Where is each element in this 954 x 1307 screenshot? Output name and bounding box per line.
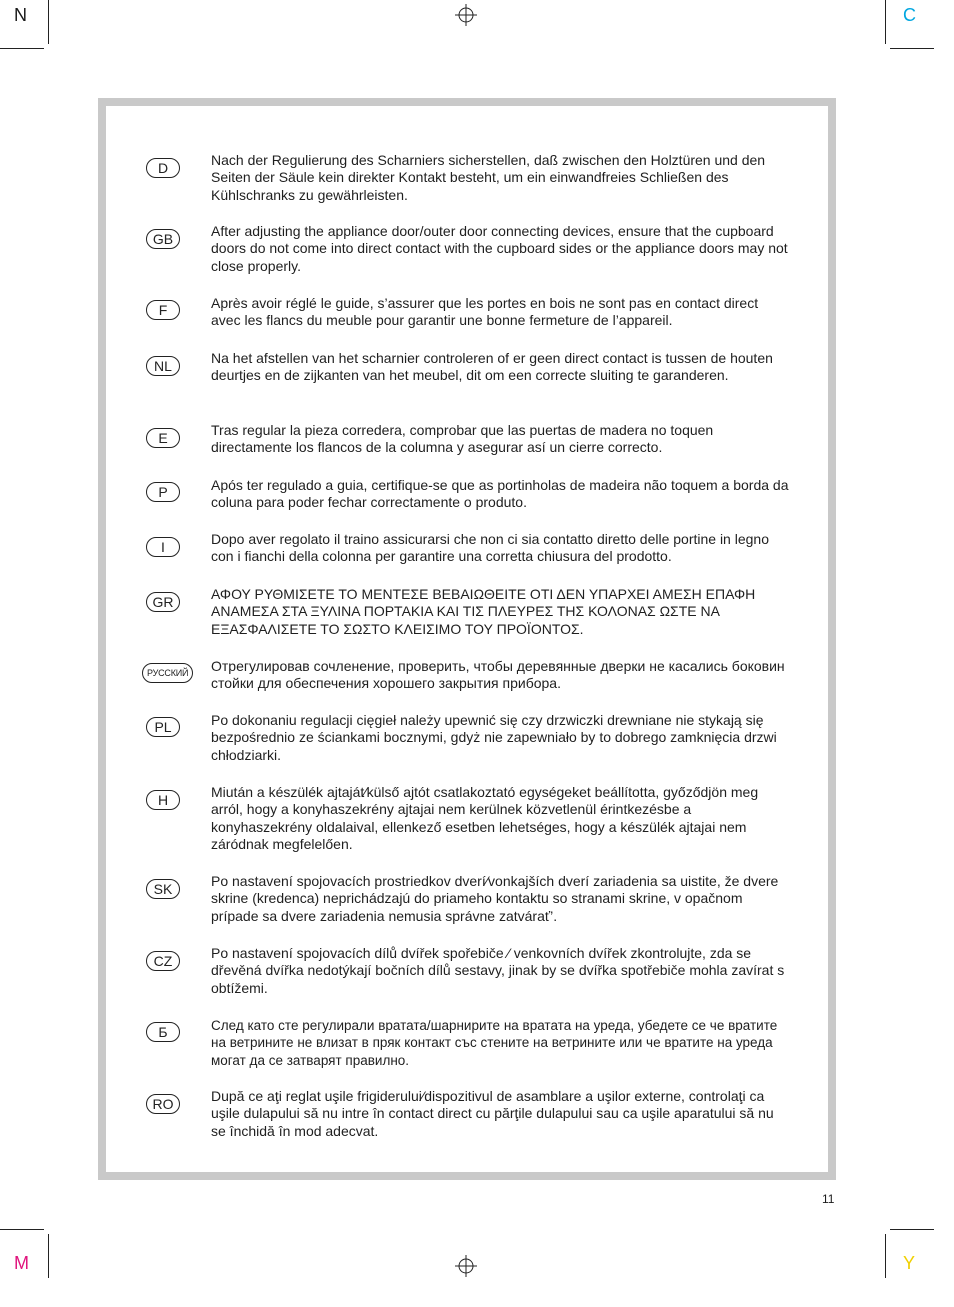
instruction-text: Nach der Regulierung des Scharniers sicherstellen, daß zwischen den Holztüren und den Seiten der Säule kein direkter Kontakt besteht, um ein einwandfreies Schließen des Kühlschranks zu gewährleisten. (211, 152, 766, 203)
registration-letter-y: Y (903, 1253, 916, 1273)
instruction-text: След като сте регулирали вратата/шарнирите на вратата на уреда, убедете се че вратите на ветрините не влизат в пряк контакт със стените на ветрините или че вратите на уреда могат да се затварят правилно. (211, 1018, 778, 1068)
instruction-text: Отрегулировав сочленение, проверить, чтобы деревянные дверки не касались боковин стойки для обеспечения хорошего закрытия прибора. (211, 658, 785, 692)
language-badge: PL (146, 717, 180, 737)
instruction-text: ΑΦΟΥ ΡΥΘΜΙΣΕΤΕ ΤΟ ΜΕΝΤΕΣΕ ΒΕΒΑΙΩΘΕΙΤΕ ΟΤΙ ΔΕΝ ΥΠΑΡΧΕΙ ΑΜΕΣΗ ΕΠΑΦΗ ΑΝΑΜΕΣΑ ΣΤΑ ΞΥΛΙΝΑ ΠΟΡΤΑΚΙΑ ΚΑΙ ΤΙΣ ΠΛΕΥΡΕΣ ΤΗΣ ΚΟΛΟΝΑΣ ΩΣΤΕ ΝΑ ΕΞΑΣΦΑΛΙΣΕΤΕ ΤΟ ΣΩΣΤΟ ΚΛΕΙΣΙΜΟ ΤΟΥ ΠΡΟΪΟΝΤΟΣ. (211, 586, 756, 637)
instruction-text: Na het afstellen van het scharnier controleren of er geen direct contact is tussen de houten deurtjes en de zijkanten van het meubel, dit om een correcte sluiting te garanderen. (211, 350, 773, 384)
language-badge: GR (146, 592, 180, 612)
page-number: 11 (822, 1192, 835, 1206)
crop-mark (885, 0, 886, 44)
language-badge: F (146, 300, 180, 320)
language-badge: P (146, 482, 180, 502)
language-badge: РУССКИЙ (142, 663, 193, 683)
language-badge: E (146, 428, 180, 448)
language-badge: SK (146, 879, 180, 899)
instruction-text: Tras regular la pieza corredera, comprobar que las puertas de madera no toquen directamente los flancos de la columna y asegurar así un cierre correcto. (211, 422, 714, 456)
crop-mark (0, 48, 44, 49)
crop-mark (890, 1229, 934, 1230)
instruction-text: Après avoir réglé le guide, s’assurer que les portes en bois ne sont pas en contact direct avec les flancs du meuble pour garantir une bonne fermeture de l’appareil. (211, 295, 759, 329)
registration-letter-n: N (14, 5, 27, 25)
language-badge: Б (146, 1022, 180, 1042)
instruction-text: Po nastavení spojovacích prostriedkov dverí⁄vonkajších dverí zariadenia sa uistite, že dvere skrine (kredenca) neprichádzajú do priameho kontaktu so stranami skrine, v opačnom prípade sa dvere zariadenia nemusia správne zatvárať’. (211, 873, 779, 924)
crop-mark (890, 48, 934, 49)
registration-target-icon (455, 4, 477, 26)
registration-target-icon (455, 1255, 477, 1277)
instruction-text: Po dokonaniu regulacji cięgieł należy upewnić się czy drzwiczki drewniane nie stykają się bezpośrednio ze ściankami bocznymi, gdyż nie zapewniało by to dobrego zamknięcia drzwi chłodziarki. (211, 712, 777, 763)
language-badge: I (146, 537, 180, 557)
crop-mark (0, 1229, 44, 1230)
instruction-text: Após ter regulado a guia, certifique-se que as portinholas de madeira não toquem a borda da coluna para poder fechar correctamente o produto. (211, 477, 789, 511)
language-badge: H (146, 790, 180, 810)
instruction-text: Po nastavení spojovacích dílů dvířek spořebiče ⁄ venkovních dvířek zkontrolujte, zda se dřevěná dvířka nedotýkají bočních dílů sestavy, jinak by se dvířka spotřebiče mohla zavírat s obtížemi. (211, 945, 785, 996)
registration-letter-c: C (903, 5, 916, 25)
language-badge: NL (146, 356, 180, 376)
language-badge: CZ (146, 951, 180, 971)
language-badge: RO (146, 1094, 180, 1114)
instruction-text: After adjusting the appliance door/outer door connecting devices, ensure that the cupboard doors do not come into direct contact with the cupboard sides or the appliance doors may not close properly. (211, 223, 788, 274)
crop-mark (885, 1234, 886, 1278)
registration-letter-m: M (14, 1253, 29, 1273)
instruction-text: După ce aţi reglat uşile frigiderului⁄dispozitivul de asamblare a uşilor externe, controlaţi ca uşile dulapului să nu intre în contact direct cu părţile dulapului sau ca uşile aparatului să nu se închidă în mod adecvat. (211, 1088, 774, 1139)
instruction-text: Dopo aver regolato il traino assicurarsi che non ci sia contatto diretto delle portine in legno con i fianchi della colonna per garantire una corretta chiusura del prodotto. (211, 531, 769, 565)
instruction-text: Miután a készülék ajtaját⁄külső ajtót csatlakoztató egységeket beállította, győződjön meg arról, hogy a konyhaszekrény ajtajai nem kerülnek közvetlenül érintkezésbe a konyhaszekrény oldalaival, ellenkező esetben lehetséges, hogy a készülék ajtajai nem záródnak megfelelően. (211, 784, 759, 853)
crop-mark (48, 1234, 49, 1278)
language-badge: GB (146, 229, 180, 249)
language-badge: D (146, 158, 180, 178)
instructions-panel (98, 98, 836, 1180)
crop-mark (48, 0, 49, 44)
